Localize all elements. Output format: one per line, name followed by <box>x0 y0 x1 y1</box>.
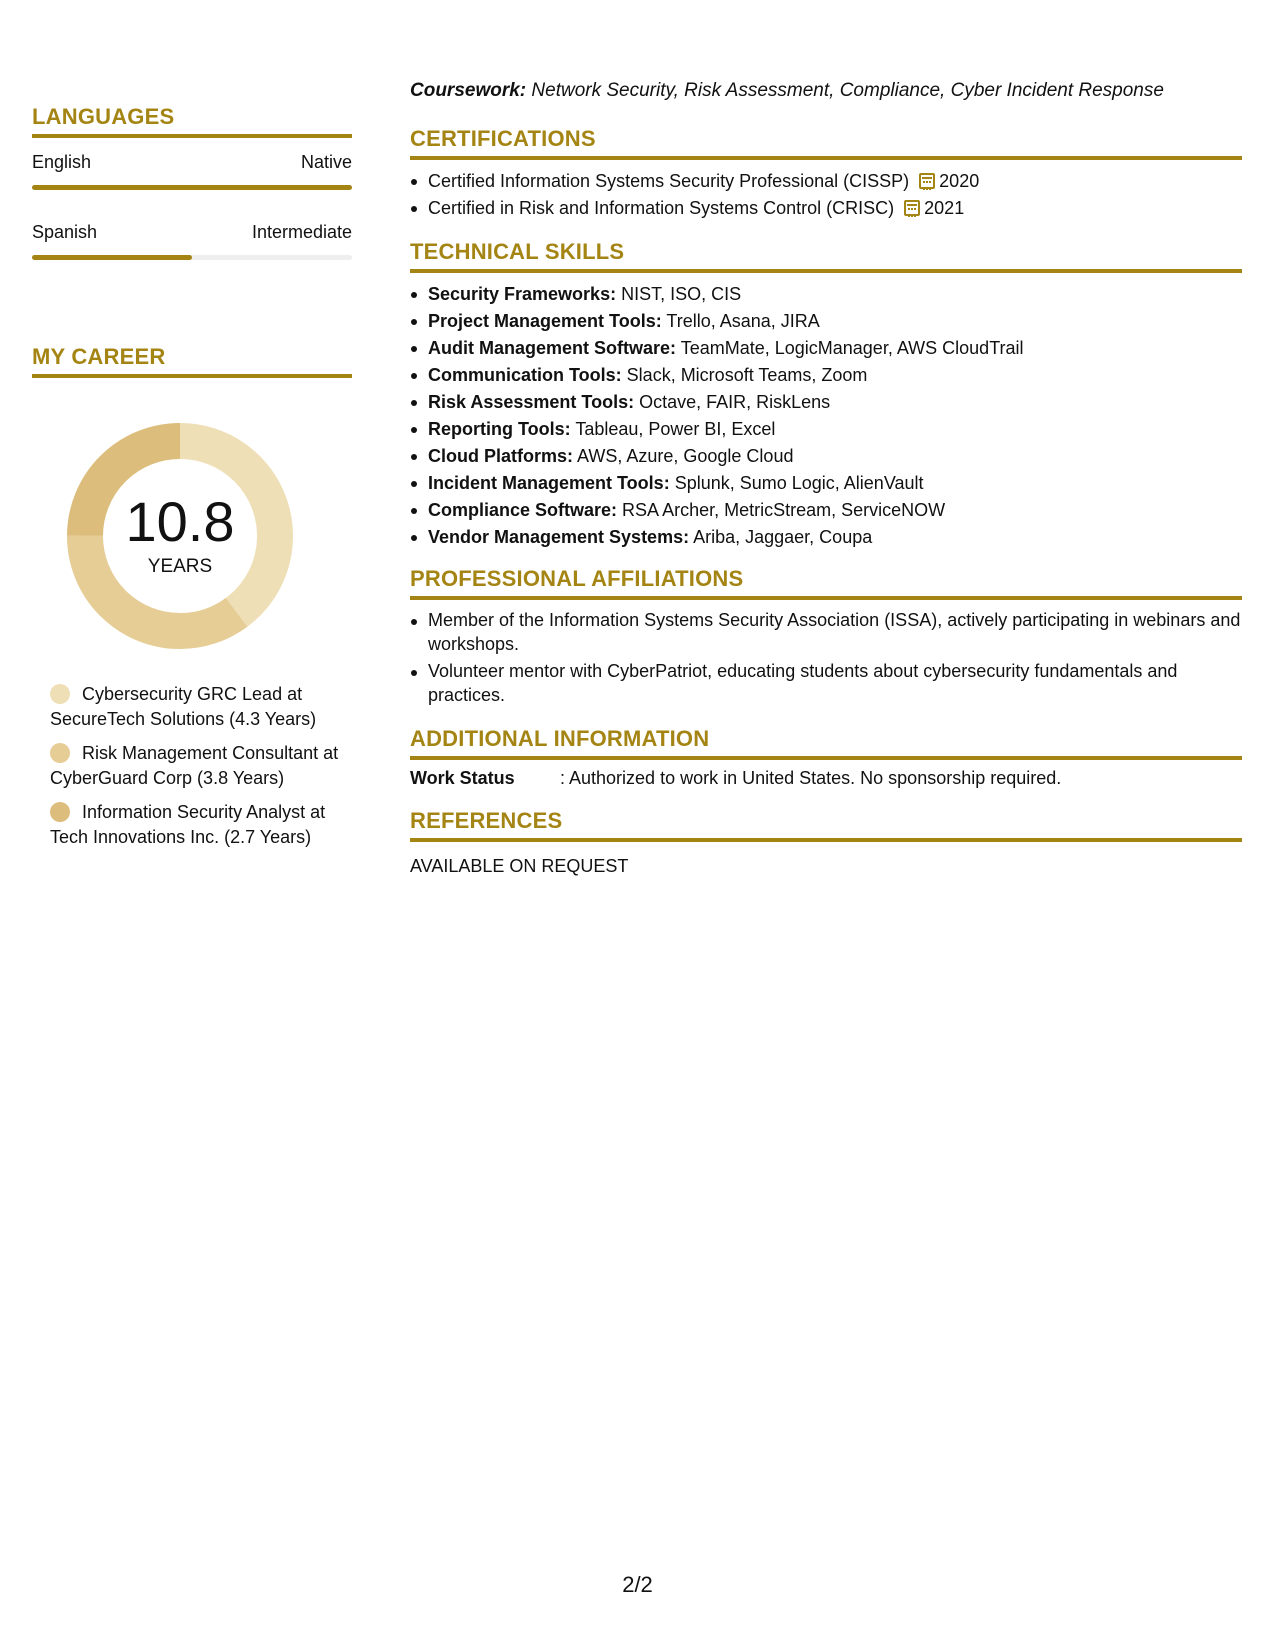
list-item: Member of the Information Systems Security Association (ISSA), actively participating in webinars and workshops. <box>410 608 1242 656</box>
skill-label: Project Management Tools: <box>428 311 662 331</box>
career-section <box>32 344 352 378</box>
list-item <box>410 416 1242 443</box>
language-name: English <box>32 152 92 172</box>
language-bar <box>32 185 352 190</box>
list-item: Volunteer mentor with CyberPatriot, educating students about cybersecurity fundamentals and practices. <box>410 659 1242 707</box>
skill-value: Splunk, Sumo Logic, AlienVault <box>669 473 924 493</box>
work-status-value: : Authorized to work in United States. No sponsorship required. <box>560 768 1062 788</box>
page-number: 2/2 <box>622 1572 653 1597</box>
list-item <box>410 308 1242 335</box>
legend-label: Risk Management Consultant at CyberGuard Corp (3.8 Years) <box>50 743 339 788</box>
cert-name: Certified in Risk and Information Systems Control (CRISC) <box>428 198 895 218</box>
list-item <box>410 168 1242 195</box>
coursework-text: Network Security, Risk Assessment, Compliance, Cyber Incident Response <box>526 80 1164 101</box>
skill-label: Audit Management Software: <box>428 338 677 358</box>
list-item <box>410 389 1242 416</box>
legend-item <box>50 800 340 850</box>
legend-dot <box>50 684 70 704</box>
references-text: AVAILABLE ON REQUEST <box>410 856 629 876</box>
skills-title: TECHNICAL SKILLS <box>410 239 625 264</box>
cert-year: 2020 <box>939 171 980 191</box>
skill-label: Vendor Management Systems: <box>428 527 690 547</box>
list-item <box>410 497 1242 524</box>
skills-rule <box>410 269 1242 273</box>
certifications-rule <box>410 156 1242 160</box>
work-status-row <box>410 768 1242 789</box>
skill-label: Risk Assessment Tools: <box>428 392 635 412</box>
legend-dot <box>50 743 70 763</box>
additional-rule <box>410 756 1242 760</box>
skill-value: NIST, ISO, CIS <box>616 284 742 304</box>
skill-value: Tableau, Power BI, Excel <box>570 419 776 439</box>
affiliations-rule <box>410 596 1242 600</box>
cert-name: Certified Information Systems Security Professional (CISSP) <box>428 171 910 191</box>
legend-label: Information Security Analyst at Tech Innovations Inc. (2.7 Years) <box>50 802 326 847</box>
certifications-list <box>410 168 1242 222</box>
career-rule <box>32 374 352 378</box>
legend-dot <box>50 802 70 822</box>
references-rule <box>410 838 1242 842</box>
legend-item <box>50 682 340 732</box>
coursework-label: Coursework: <box>410 80 527 101</box>
affiliations-title: PROFESSIONAL AFFILIATIONS <box>410 566 744 591</box>
list-item <box>410 335 1242 362</box>
legend-label: Cybersecurity GRC Lead at SecureTech Solutions (4.3 Years) <box>50 684 317 729</box>
skill-value: RSA Archer, MetricStream, ServiceNOW <box>617 500 946 520</box>
list-item <box>410 524 1242 551</box>
calendar-icon <box>919 173 935 189</box>
language-level: Native <box>300 152 352 172</box>
language-bar <box>32 255 352 260</box>
skill-label: Incident Management Tools: <box>428 473 670 493</box>
language-bar-fill <box>32 255 192 260</box>
language-level: Intermediate <box>251 222 352 242</box>
languages-rule <box>32 134 352 138</box>
career-years-unit: YEARS <box>147 556 213 577</box>
list-item <box>410 281 1242 308</box>
skill-value: Ariba, Jaggaer, Coupa <box>689 527 873 547</box>
career-donut-chart <box>66 422 294 650</box>
certifications-section <box>410 126 1242 222</box>
skills-section <box>410 239 1242 551</box>
additional-title: ADDITIONAL INFORMATION <box>410 726 710 751</box>
cert-year: 2021 <box>924 198 965 218</box>
donut-center <box>66 422 294 650</box>
skill-value: AWS, Azure, Google Cloud <box>573 446 794 466</box>
list-item <box>410 443 1242 470</box>
skill-label: Reporting Tools: <box>428 419 571 439</box>
skill-label: Communication Tools: <box>428 365 622 385</box>
references-section <box>410 808 1242 877</box>
skill-value: Octave, FAIR, RiskLens <box>634 392 831 412</box>
additional-section <box>410 726 1242 789</box>
affiliations-section <box>410 566 1242 710</box>
language-bar-fill <box>32 185 352 190</box>
work-status-label: Work Status <box>410 768 515 788</box>
skills-list <box>410 281 1242 551</box>
languages-title: LANGUAGES <box>32 104 175 129</box>
coursework-line <box>410 80 1164 102</box>
legend-item <box>50 741 340 791</box>
skill-value: TeamMate, LogicManager, AWS CloudTrail <box>676 338 1024 358</box>
language-item <box>32 152 352 190</box>
references-title: REFERENCES <box>410 808 563 833</box>
certifications-title: CERTIFICATIONS <box>410 126 596 151</box>
language-name: Spanish <box>32 222 98 242</box>
career-total-years: 10.8 <box>125 490 235 553</box>
skill-label: Cloud Platforms: <box>428 446 574 466</box>
skill-label: Compliance Software: <box>428 500 618 520</box>
list-item <box>410 195 1242 222</box>
career-title: MY CAREER <box>32 344 166 369</box>
languages-section <box>32 104 352 138</box>
skill-value: Slack, Microsoft Teams, Zoom <box>621 365 868 385</box>
language-item <box>32 222 352 260</box>
affiliations-list <box>410 608 1242 707</box>
skill-label: Security Frameworks: <box>428 284 617 304</box>
list-item <box>410 470 1242 497</box>
calendar-icon <box>904 200 920 216</box>
skill-value: Trello, Asana, JIRA <box>661 311 820 331</box>
career-legend <box>50 682 340 859</box>
list-item <box>410 362 1242 389</box>
